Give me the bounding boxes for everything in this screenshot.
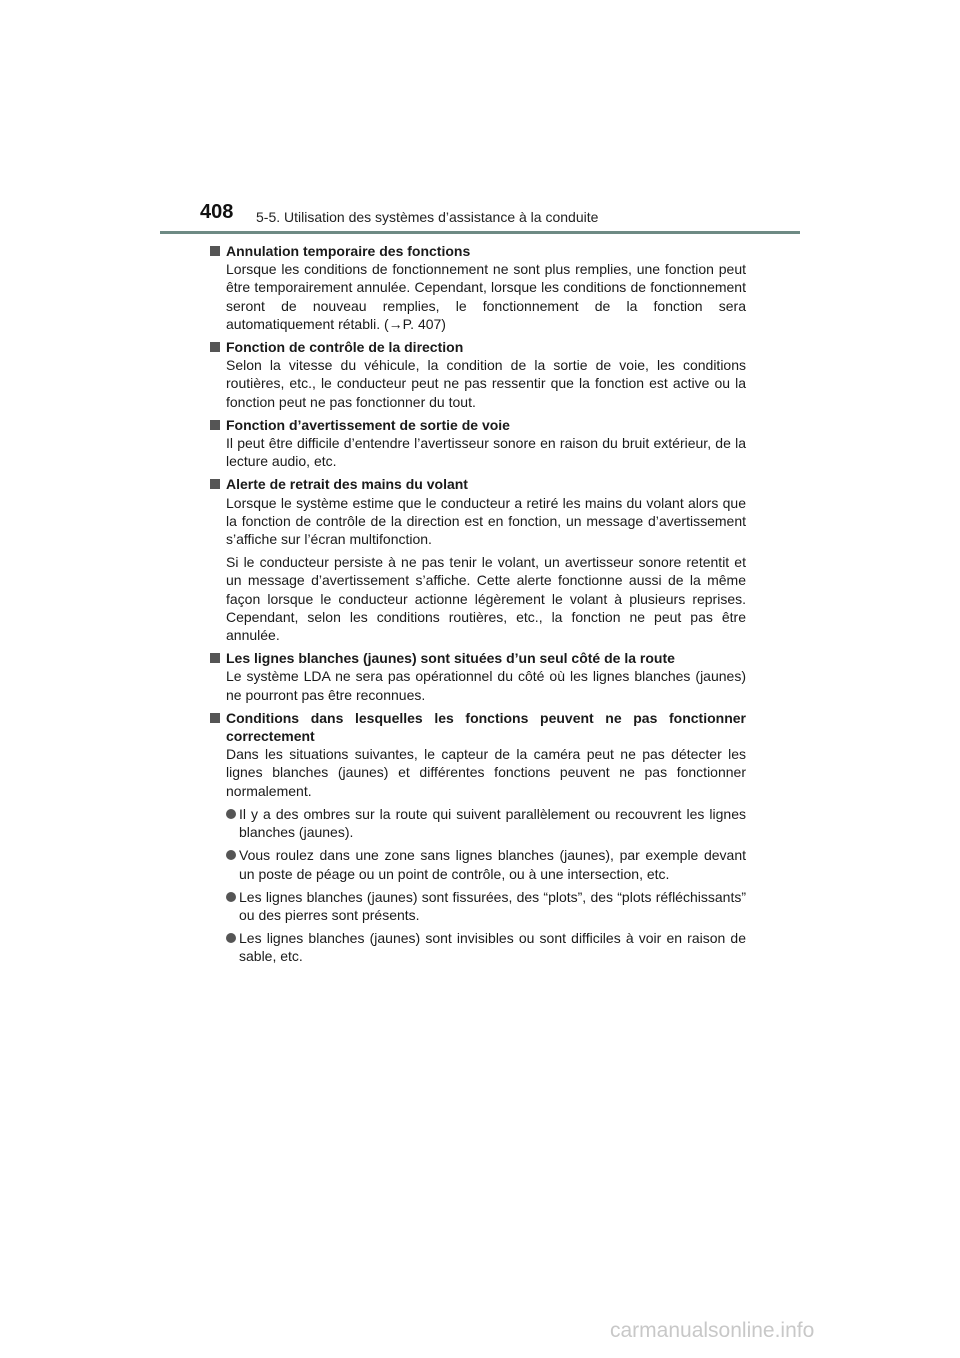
circle-bullet-icon bbox=[226, 850, 236, 860]
section-conditions-fonctionnement bbox=[209, 709, 746, 966]
list-item-text: Il y a des ombres sur la route qui suivent parallèlement ou recouvrent les lignes blanches (jaunes). bbox=[239, 805, 746, 841]
section-avertissement-sortie-voie bbox=[209, 416, 746, 471]
condition-list bbox=[209, 805, 746, 966]
section-heading bbox=[209, 242, 746, 260]
section-paragraph: Lorsque le système estime que le conducteur a retiré les mains du volant alors que la fonction de contrôle de la direction est en fonction, un message d’avertissement s’affiche sur l’écran multifonction. bbox=[226, 494, 746, 548]
square-bullet-icon bbox=[210, 420, 220, 430]
section-alerte-retrait-mains bbox=[209, 475, 746, 644]
section-paragraph: Dans les situations suivantes, le capteur de la caméra peut ne pas détecter les lignes blanches (jaunes) et différentes fonctions peuvent ne pas fonctionner normalement. bbox=[226, 746, 746, 799]
section-heading bbox=[209, 475, 746, 493]
list-item bbox=[226, 888, 746, 924]
header-divider bbox=[160, 231, 800, 234]
circle-bullet-icon bbox=[226, 933, 236, 943]
section-heading bbox=[209, 416, 746, 434]
circle-bullet-icon bbox=[226, 892, 236, 902]
section-heading bbox=[209, 338, 746, 356]
section-title: Annulation temporaire des fonctions bbox=[226, 243, 471, 259]
list-item-text: Vous roulez dans une zone sans lignes blanches (jaunes), par exemple devant un poste de péage ou un point de contrôle, ou à une intersection, etc. bbox=[239, 847, 746, 882]
square-bullet-icon bbox=[210, 653, 220, 663]
section-heading bbox=[209, 649, 746, 667]
section-paragraph: Le système LDA ne sera pas opérationnel du côté où les lignes blanches (jaunes) ne pourront pas être reconnues. bbox=[226, 668, 746, 703]
chapter-title: 5-5. Utilisation des systèmes d’assistance à la conduite bbox=[256, 209, 599, 225]
section-paragraph: Si le conducteur persiste à ne pas tenir le volant, un avertisseur sonore retentit et un message d’avertissement s’affiche. Cette alerte fonctionne aussi de la même façon lorsque le conducteur actionne légèrement le volant à plusieurs reprises. Cependant, selon les conditions routières, etc., la fonction ne peut pas être annulée. bbox=[226, 554, 746, 644]
list-item bbox=[226, 805, 746, 841]
section-title: Conditions dans lesquelles les fonctions peuvent ne pas fonctionner correctement bbox=[226, 709, 746, 745]
square-bullet-icon bbox=[210, 342, 220, 352]
section-title: Alerte de retrait des mains du volant bbox=[226, 476, 468, 493]
section-annulation-temporaire bbox=[209, 242, 746, 333]
page-number: 408 bbox=[200, 201, 234, 223]
watermark-text: carmanualsonline.info bbox=[610, 1319, 815, 1342]
section-title: Fonction de contrôle de la direction bbox=[226, 339, 464, 356]
section-paragraph: Il peut être difficile d’entendre l’avertisseur sonore en raison du bruit extérieur, de la lecture audio, etc. bbox=[226, 435, 746, 470]
section-heading bbox=[209, 709, 746, 745]
section-title: Fonction d’avertissement de sortie de voie bbox=[226, 416, 510, 433]
list-item bbox=[226, 846, 746, 882]
section-paragraph: Lorsque les conditions de fonctionnement ne sont plus remplies, une fonction peut être temporairement annulée. Cependant, lorsque les conditions de fonctionnement seront de nouveau remplies, le fonctionnement de la fonction sera automatiquement rétabli. (→P. 407) bbox=[226, 261, 746, 332]
circle-bullet-icon bbox=[226, 809, 236, 819]
list-item-text: Les lignes blanches (jaunes) sont fissurées, des “plots”, des “plots réfléchissants” ou des pierres sont présents. bbox=[239, 888, 746, 923]
square-bullet-icon bbox=[210, 246, 220, 256]
square-bullet-icon bbox=[210, 713, 220, 723]
page-header bbox=[160, 200, 800, 234]
page-content bbox=[209, 242, 746, 971]
list-item bbox=[226, 929, 746, 965]
square-bullet-icon bbox=[210, 479, 220, 489]
section-lignes-un-cote bbox=[209, 649, 746, 704]
section-controle-direction bbox=[209, 338, 746, 411]
section-title: Les lignes blanches (jaunes) sont situées d’un seul côté de la route bbox=[226, 650, 675, 667]
section-paragraph: Selon la vitesse du véhicule, la condition de la sortie de voie, les conditions routières, etc., le conducteur peut ne pas ressentir que la fonction est active ou la fonction peut ne pas fonctionner du tout. bbox=[226, 357, 746, 410]
list-item-text: Les lignes blanches (jaunes) sont invisibles ou sont difficiles à voir en raison de sable, etc. bbox=[239, 930, 746, 965]
